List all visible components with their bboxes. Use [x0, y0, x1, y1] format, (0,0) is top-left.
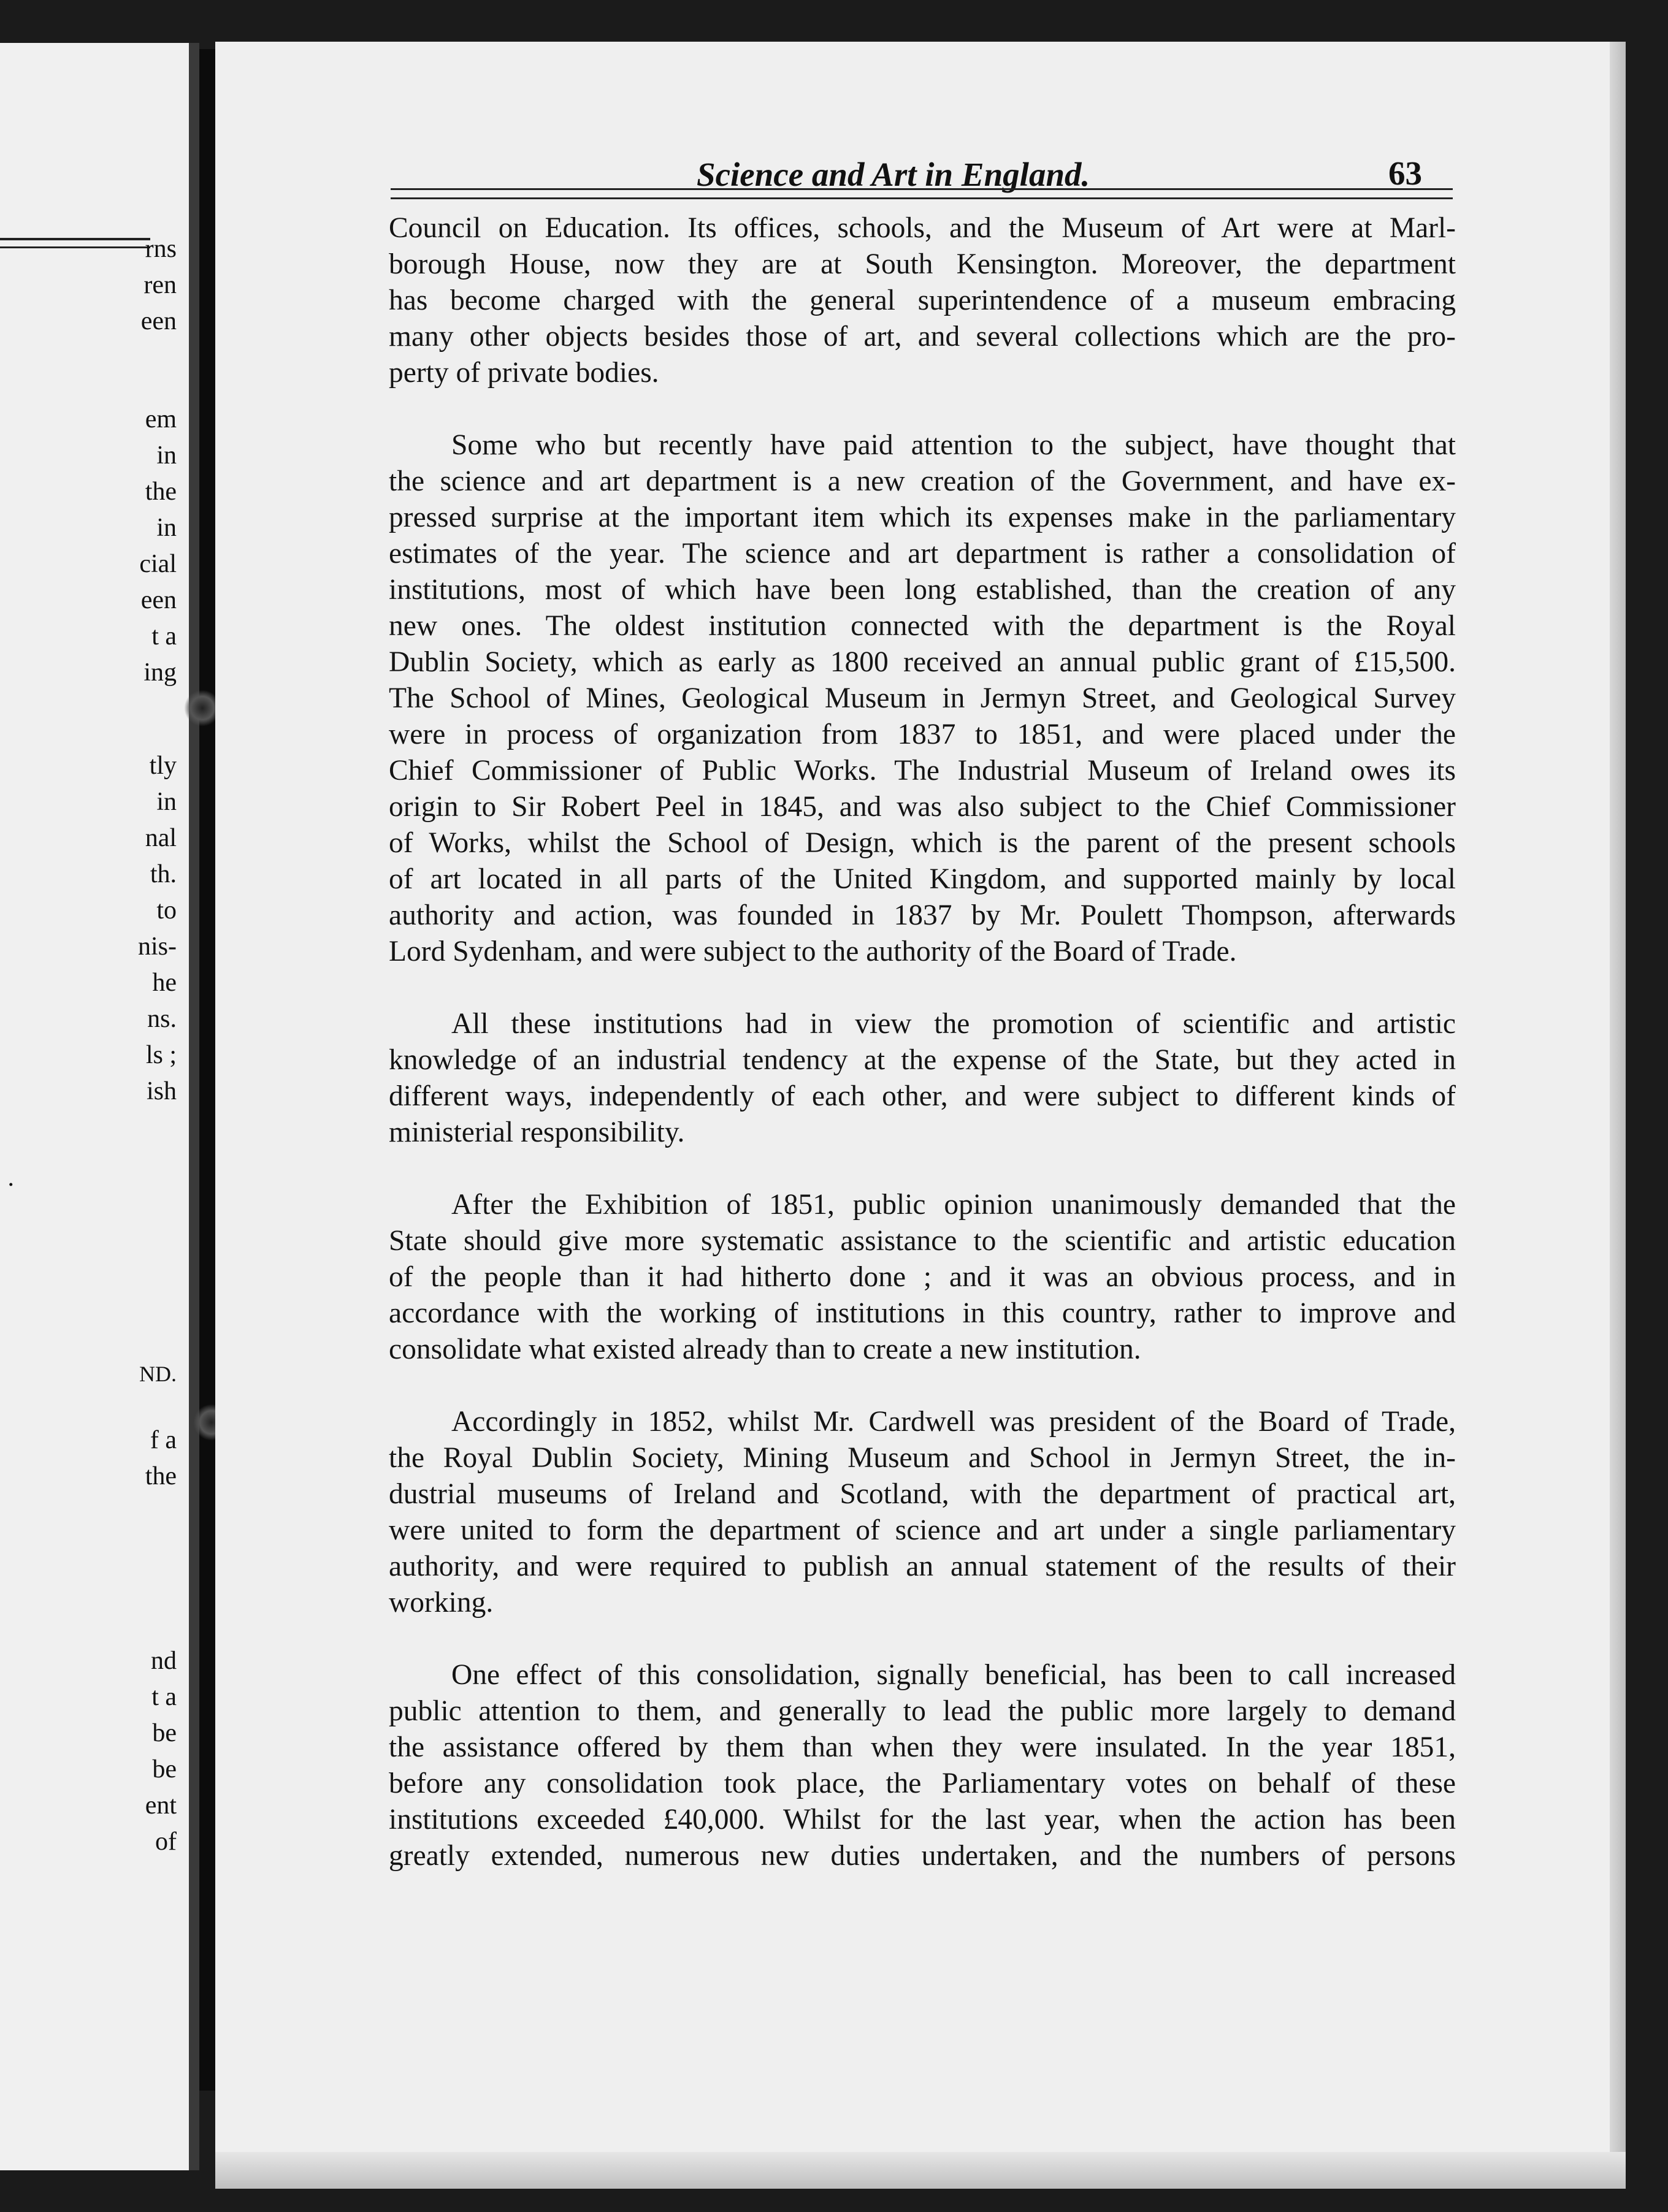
facing-page-text: ish — [146, 1077, 177, 1105]
text-line: before any consolidation took place, the Parliamentary votes on behalf of these — [389, 1768, 1456, 1799]
facing-page-text: to — [156, 896, 177, 925]
text-line: of the people than it had hitherto done ; and it was an obvious process, and in — [389, 1261, 1456, 1293]
text-line: were in process of organization from 1837 to 1851, and were placed under the — [389, 719, 1456, 750]
paragraph — [389, 427, 1456, 970]
facing-page-text: nis- — [138, 932, 177, 961]
text-line: many other objects besides those of art, and several collections which are the pro- — [389, 321, 1456, 353]
book-gutter — [199, 49, 215, 2091]
text-line: of art located in all parts of the United Kingdom, and supported mainly by local — [389, 863, 1456, 895]
text-line: The School of Mines, Geological Museum in Jermyn Street, and Geological Survey — [389, 682, 1456, 714]
paragraph — [389, 1657, 1456, 1874]
text-line: perty of private bodies. — [389, 357, 659, 389]
paragraph — [389, 1006, 1456, 1151]
text-line: Accordingly in 1852, whilst Mr. Cardwell was president of the Board of Trade, — [451, 1406, 1456, 1438]
text-line: greatly extended, numerous new duties undertaken, and the numbers of persons — [389, 1840, 1456, 1872]
text-line: accordance with the working of institutions in this country, rather to improve and — [389, 1297, 1456, 1329]
paragraph — [389, 1187, 1456, 1368]
facing-page-text: in — [156, 514, 177, 542]
facing-page-text: ND. — [139, 1362, 177, 1386]
text-line: State should give more systematic assistance to the scientific and artistic education — [389, 1225, 1456, 1257]
facing-page-text: be — [152, 1755, 177, 1783]
text-line: different ways, independently of each other, and were subject to different kinds of — [389, 1080, 1456, 1112]
text-line: estimates of the year. The science and art department is rather a consolidation of — [389, 538, 1456, 570]
text-line: consolidate what existed already than to create a new institution. — [389, 1333, 1141, 1365]
facing-page-text: . — [7, 1164, 14, 1192]
facing-page-rule — [0, 238, 150, 248]
running-head-title: Science and Art in England. — [697, 156, 1090, 193]
facing-page-text: ing — [143, 658, 177, 687]
facing-page-text: ls ; — [145, 1041, 177, 1069]
text-line: ministerial responsibility. — [389, 1116, 685, 1148]
paragraph — [389, 210, 1456, 391]
facing-page-text: ren — [143, 271, 177, 299]
paragraph — [389, 1404, 1456, 1621]
text-line: the Royal Dublin Society, Mining Museum and School in Jermyn Street, the in- — [389, 1442, 1456, 1474]
facing-page-text: in — [156, 788, 177, 816]
gutter-shadow — [189, 43, 199, 2170]
facing-page-text: t a — [151, 1683, 177, 1711]
running-head — [215, 118, 1610, 193]
page-bottom-edge — [215, 2152, 1626, 2189]
text-line: origin to Sir Robert Peel in 1845, and was also subject to the Chief Commissioner — [389, 791, 1456, 823]
facing-page-text: em — [145, 405, 177, 433]
facing-page-text: tly — [149, 752, 177, 780]
text-line: authority and action, was founded in 1837 by Mr. Poulett Thompson, afterwards — [389, 899, 1456, 931]
text-line: knowledge of an industrial tendency at the expense of the State, but they acted in — [389, 1044, 1456, 1076]
body-text — [389, 210, 1456, 1874]
facing-page-text: in — [156, 441, 177, 470]
text-line: institutions, most of which have been long established, than the creation of any — [389, 574, 1456, 606]
facing-page-text: nal — [145, 824, 177, 852]
facing-page-text: the — [145, 478, 177, 506]
text-line: of Works, whilst the School of Design, which is the parent of the present schools — [389, 827, 1456, 859]
text-line: public attention to them, and generally to lead the public more largely to demand — [389, 1695, 1456, 1727]
book-page — [215, 42, 1626, 2187]
facing-page-text: f a — [150, 1426, 177, 1454]
text-line: After the Exhibition of 1851, public opinion unanimously demanded that the — [451, 1189, 1456, 1221]
text-line: new ones. The oldest institution connected with the department is the Royal — [389, 610, 1456, 642]
facing-page-text: rns — [145, 235, 177, 263]
facing-page-text: t a — [151, 622, 177, 650]
text-line: has become charged with the general superintendence of a museum embracing — [389, 284, 1456, 316]
header-double-rule — [391, 188, 1453, 199]
text-line: All these institutions had in view the promotion of scientific and artistic — [451, 1008, 1456, 1040]
facing-page-text: ns. — [147, 1005, 177, 1033]
text-line: were united to form the department of science and art under a single parliamentary — [389, 1514, 1456, 1546]
text-line: the assistance offered by them than when they were insulated. In the year 1851, — [389, 1731, 1456, 1763]
facing-page-text: he — [152, 969, 177, 997]
text-line: working. — [389, 1587, 494, 1619]
facing-page-text: een — [140, 586, 177, 614]
text-line: One effect of this consolidation, signally beneficial, has been to call increased — [451, 1659, 1456, 1691]
text-line: Lord Sydenham, and were subject to the authority of the Board of Trade. — [389, 936, 1237, 967]
facing-page-text: th. — [150, 860, 177, 888]
text-line: borough House, now they are at South Kensington. Moreover, the department — [389, 248, 1456, 280]
facing-page-text: een — [140, 307, 177, 335]
facing-page-text: be — [152, 1719, 177, 1747]
text-line: Some who but recently have paid attention to the subject, have thought that — [451, 429, 1456, 461]
facing-page-text: cial — [139, 550, 177, 578]
text-line: institutions exceeded £40,000. Whilst for the last year, when the action has been — [389, 1804, 1456, 1836]
facing-page-text: the — [145, 1462, 177, 1490]
text-line: dustrial museums of Ireland and Scotland, with the department of practical art, — [389, 1478, 1456, 1510]
page-number: 63 — [1388, 154, 1422, 192]
facing-page-text: nd — [151, 1647, 177, 1675]
text-line: Chief Commissioner of Public Works. The Industrial Museum of Ireland owes its — [389, 755, 1456, 787]
text-line: Council on Education. Its offices, schools, and the Museum of Art were at Marl- — [389, 212, 1456, 244]
facing-page-text: of — [155, 1828, 177, 1856]
text-line: the science and art department is a new creation of the Government, and have ex- — [389, 465, 1456, 497]
text-line: authority, and were required to publish an annual statement of the results of their — [389, 1550, 1456, 1582]
facing-page-text: ent — [145, 1791, 177, 1820]
text-line: pressed surprise at the important item which its expenses make in the parliamentary — [389, 502, 1456, 533]
facing-page — [0, 43, 189, 2170]
text-line: Dublin Society, which as early as 1800 received an annual public grant of £15,500. — [389, 646, 1456, 678]
